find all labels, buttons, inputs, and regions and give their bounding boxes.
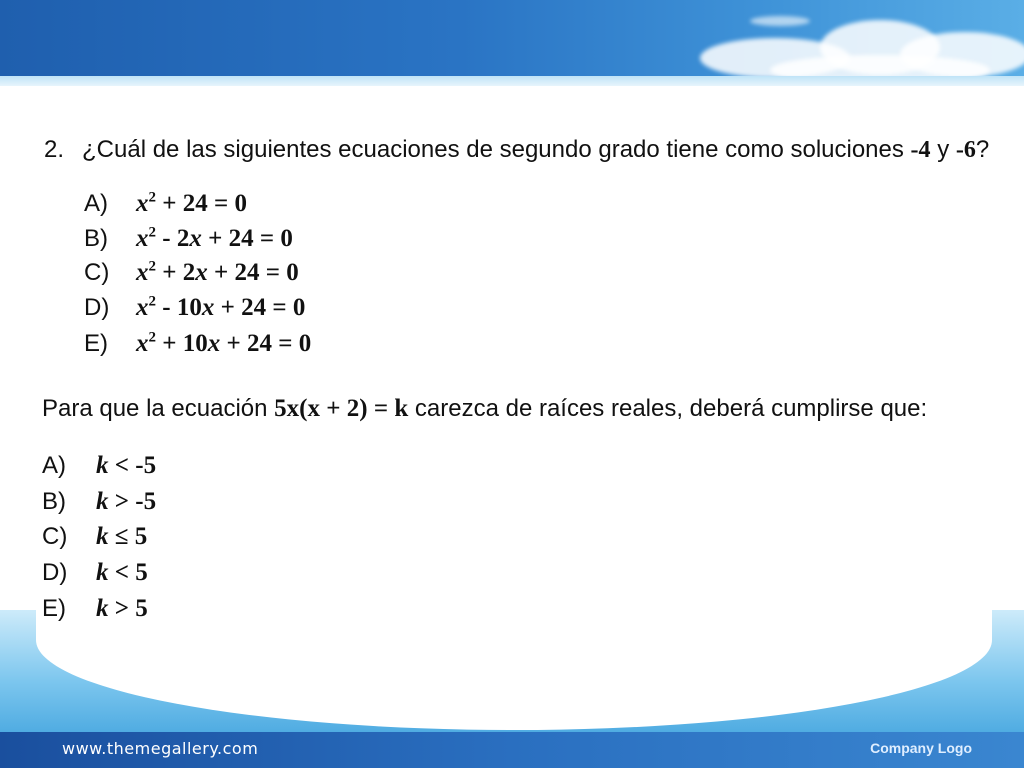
option-equation: $x^2 + 10x + 24 = 0$	[136, 329, 312, 357]
option-letter: E)	[42, 595, 66, 622]
q1-option-c[interactable]	[84, 259, 299, 287]
question-2	[42, 395, 927, 423]
q2-option-d[interactable]	[42, 559, 148, 587]
q2-option-b[interactable]	[42, 488, 156, 516]
q1-option-d[interactable]	[84, 294, 305, 322]
option-letter: B)	[42, 488, 66, 515]
option-letter: A)	[42, 452, 66, 479]
option-letter: C)	[84, 259, 110, 286]
question-2-suffix: carezca de raíces reales, deberá cumplirse que:	[408, 395, 928, 422]
q2-option-c[interactable]	[42, 523, 147, 551]
option-letter: B)	[84, 225, 108, 252]
question-2-equation: 5x(x + 2) = k	[274, 395, 409, 422]
q2-option-e[interactable]	[42, 595, 148, 623]
question-1-conjunction: y	[930, 136, 956, 163]
option-letter: C)	[42, 523, 68, 550]
question-1	[44, 136, 989, 164]
option-equation: $x^2 - 10x + 24 = 0$	[136, 293, 306, 321]
option-equation: $x^2 - 2x + 24 = 0$	[136, 224, 293, 252]
q1-option-e[interactable]	[84, 330, 311, 358]
option-equation: $x^2 + 2x + 24 = 0$	[136, 258, 299, 286]
option-inequality: k ≤ 5	[96, 523, 148, 550]
footer-url[interactable]: www.themegallery.com	[62, 739, 259, 758]
option-inequality: k > -5	[96, 488, 157, 515]
question-1-value-1: -4	[910, 137, 931, 163]
question-1-number: 2.	[44, 136, 65, 163]
option-inequality: k > 5	[96, 595, 148, 622]
q1-option-b[interactable]	[84, 225, 293, 253]
option-letter: D)	[42, 559, 68, 586]
option-equation: $x^2 + 24 = 0$	[136, 189, 247, 217]
question-2-prefix: Para que la ecuación	[42, 395, 275, 422]
option-inequality: k < 5	[96, 559, 148, 586]
option-letter: E)	[84, 330, 108, 357]
q2-option-a[interactable]	[42, 452, 156, 480]
q1-option-a[interactable]	[84, 190, 247, 218]
company-logo: Company Logo	[870, 740, 972, 756]
question-1-value-2: -6	[955, 137, 976, 163]
question-1-end: ?	[975, 136, 990, 163]
option-letter: D)	[84, 294, 110, 321]
option-inequality: k < -5	[96, 452, 157, 479]
question-1-text: ¿Cuál de las siguientes ecuaciones de segundo grado tiene como soluciones	[82, 136, 911, 163]
option-letter: A)	[84, 190, 108, 217]
